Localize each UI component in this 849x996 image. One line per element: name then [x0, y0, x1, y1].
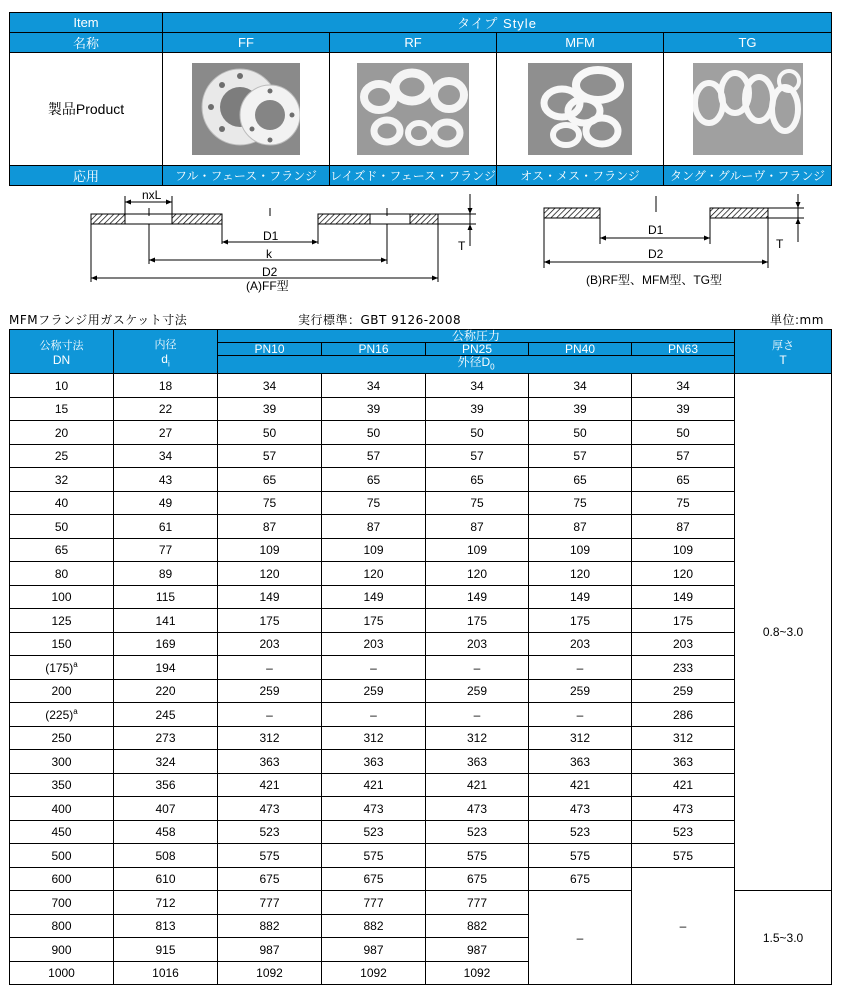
table-row [10, 444, 832, 468]
outer-diameter-cell: 87 [322, 515, 426, 539]
dn-cell: 32 [10, 468, 114, 492]
outer-diameter-cell: 987 [218, 938, 322, 962]
product-photo-tg [664, 53, 832, 166]
product-photo-rf [330, 53, 497, 166]
outer-diameter-cell: 87 [426, 515, 529, 539]
ff-t-label: T [458, 239, 466, 253]
outer-diameter-cell: 175 [426, 609, 529, 633]
product-label: 製品Product [10, 53, 163, 166]
dn-cell: 800 [10, 914, 114, 938]
di-cell: 220 [114, 679, 218, 703]
outer-diameter-cell: 39 [218, 397, 322, 421]
rf-d2-label: D2 [648, 247, 664, 261]
outer-diameter-cell: 286 [632, 703, 735, 727]
outer-diameter-cell: 363 [529, 750, 632, 774]
outer-diameter-cell: 34 [218, 374, 322, 398]
di-cell: 245 [114, 703, 218, 727]
table-row [10, 397, 832, 421]
dn-header: 公称寸法 DN [10, 330, 114, 374]
outer-diameter-cell: 109 [218, 538, 322, 562]
outer-diameter-cell: 34 [322, 374, 426, 398]
ff-k-label: k [266, 247, 272, 261]
dn-cell: 15 [10, 397, 114, 421]
dn-cell: 600 [10, 867, 114, 891]
outer-diameter-cell: – [322, 656, 426, 680]
usage-rf: レイズド・フェース・フランジ [330, 166, 497, 186]
outer-diameter-cell: 421 [322, 773, 426, 797]
outer-diameter-cell: 34 [426, 374, 529, 398]
table-row [10, 703, 832, 727]
di-cell: 22 [114, 397, 218, 421]
outer-diameter-cell: 1092 [322, 961, 426, 985]
pn63-merged-dash: – [632, 867, 735, 985]
dn-cell: 50 [10, 515, 114, 539]
pressure-pn16: PN16 [322, 343, 426, 356]
outer-diameter-cell: 57 [426, 444, 529, 468]
outer-diameter-cell: 363 [426, 750, 529, 774]
type-ff: FF [163, 33, 330, 53]
di-cell: 141 [114, 609, 218, 633]
outer-diameter-cell: 523 [218, 820, 322, 844]
outer-diameter-cell: 120 [426, 562, 529, 586]
outer-diameter-cell: – [218, 656, 322, 680]
usage-ff: フル・フェース・フランジ [163, 166, 330, 186]
dn-cell: 300 [10, 750, 114, 774]
outer-diameter-cell: 312 [632, 726, 735, 750]
outer-diameter-cell: 421 [218, 773, 322, 797]
outer-diameter-cell: 203 [322, 632, 426, 656]
di-cell: 356 [114, 773, 218, 797]
ff-diagram [0, 186, 500, 296]
dn-cell: 200 [10, 679, 114, 703]
outer-diameter-cell: 575 [322, 844, 426, 868]
di-cell: 610 [114, 867, 218, 891]
dn-cell: 100 [10, 585, 114, 609]
dn-cell: 10 [10, 374, 114, 398]
outer-diameter-cell: 363 [322, 750, 426, 774]
table-row [10, 867, 832, 891]
outer-diameter-cell: 75 [529, 491, 632, 515]
outer-diameter-cell: 473 [632, 797, 735, 821]
table-row [10, 562, 832, 586]
outer-diameter-cell: 421 [529, 773, 632, 797]
outer-diameter-cell: 1092 [426, 961, 529, 985]
table-row [10, 585, 832, 609]
pressure-pn10: PN10 [218, 343, 322, 356]
usage-header: 応用 [10, 166, 163, 186]
outer-diameter-cell: 50 [218, 421, 322, 445]
outer-diameter-cell: 50 [426, 421, 529, 445]
outer-diameter-cell: 175 [322, 609, 426, 633]
outer-diameter-cell: 87 [529, 515, 632, 539]
outer-diameter-cell: 109 [426, 538, 529, 562]
dn-cell: 20 [10, 421, 114, 445]
di-cell: 813 [114, 914, 218, 938]
outer-diameter-cell: 259 [218, 679, 322, 703]
outer-diameter-cell: 50 [632, 421, 735, 445]
table-title: MFMフランジ用ガスケット寸法 [9, 313, 188, 327]
outer-diameter-cell: – [322, 703, 426, 727]
table-standard: 実行標準：GBT 9126-2008 [298, 313, 462, 327]
table-body [10, 374, 832, 985]
type-rf: RF [330, 33, 497, 53]
outer-diameter-cell: 675 [529, 867, 632, 891]
outer-diameter-cell: 259 [322, 679, 426, 703]
outer-diameter-cell: 65 [529, 468, 632, 492]
dn-cell: 65 [10, 538, 114, 562]
outer-diameter-cell: 50 [529, 421, 632, 445]
outer-diameter-cell: 575 [632, 844, 735, 868]
outer-diameter-cell: 75 [426, 491, 529, 515]
outer-diameter-cell: 523 [632, 820, 735, 844]
dn-cell: $(175)^a$ [10, 656, 114, 680]
outer-diameter-cell: 675 [426, 867, 529, 891]
table-row [10, 421, 832, 445]
table-row [10, 750, 832, 774]
outer-diameter-cell: – [529, 656, 632, 680]
dn-cell: 125 [10, 609, 114, 633]
outer-diameter-cell: 149 [426, 585, 529, 609]
di-cell: 169 [114, 632, 218, 656]
table-row [10, 797, 832, 821]
dn-cell: 350 [10, 773, 114, 797]
dn-cell: 1000 [10, 961, 114, 985]
outer-diameter-cell: 175 [529, 609, 632, 633]
outer-diameter-cell: 203 [529, 632, 632, 656]
table-row [10, 726, 832, 750]
dn-cell: 500 [10, 844, 114, 868]
outer-diameter-cell: 75 [218, 491, 322, 515]
di-cell: 89 [114, 562, 218, 586]
outer-diameter-cell: 65 [632, 468, 735, 492]
thickness-range-b: 1.5~3.0 [735, 891, 832, 985]
product-photo-ff [163, 53, 330, 166]
dn-cell: 80 [10, 562, 114, 586]
dn-cell: 700 [10, 891, 114, 915]
outer-diameter-cell: 882 [426, 914, 529, 938]
pn40-merged-dash: – [529, 891, 632, 985]
di-cell: 77 [114, 538, 218, 562]
type-mfm: MFM [497, 33, 664, 53]
dn-cell: 250 [10, 726, 114, 750]
outer-diameter-cell: 987 [322, 938, 426, 962]
outer-diameter-cell: 473 [426, 797, 529, 821]
outer-diameter-cell: 109 [632, 538, 735, 562]
product-photo-mfm [497, 53, 664, 166]
outer-diameter-cell: 363 [632, 750, 735, 774]
di-header: 内径 $d_i$ [114, 330, 218, 374]
outer-diameter-cell: 65 [322, 468, 426, 492]
thickness-header: 厚さ T [735, 330, 832, 374]
outer-diameter-cell: 882 [322, 914, 426, 938]
pressure-pn63: PN63 [632, 343, 735, 356]
outer-diameter-cell: 39 [529, 397, 632, 421]
pressure-header: 公称圧力 [218, 330, 735, 343]
rf-d1-label: D1 [648, 223, 664, 237]
rf-caption: (B)RF型、MFM型、TG型 [586, 273, 722, 287]
outer-diameter-cell: 57 [322, 444, 426, 468]
table-row [10, 491, 832, 515]
outer-diameter-cell: 120 [322, 562, 426, 586]
outer-diameter-cell: 523 [426, 820, 529, 844]
outer-diameter-cell: 57 [529, 444, 632, 468]
outer-diameter-cell: 39 [632, 397, 735, 421]
di-cell: 407 [114, 797, 218, 821]
outer-diameter-cell: 120 [529, 562, 632, 586]
dn-cell: 150 [10, 632, 114, 656]
di-cell: 49 [114, 491, 218, 515]
outer-diameter-cell: 120 [632, 562, 735, 586]
table-row [10, 820, 832, 844]
outer-diameter-cell: 1092 [218, 961, 322, 985]
dn-cell: 25 [10, 444, 114, 468]
outer-diameter-cell: 473 [218, 797, 322, 821]
gasket-dimension-table [9, 329, 832, 985]
outer-diameter-cell: 149 [322, 585, 426, 609]
outer-diameter-cell: 120 [218, 562, 322, 586]
outer-diameter-cell: – [218, 703, 322, 727]
table-row [10, 844, 832, 868]
outer-diameter-cell: 575 [218, 844, 322, 868]
outer-diameter-cell: 65 [426, 468, 529, 492]
outer-diameter-cell: 312 [529, 726, 632, 750]
di-cell: 273 [114, 726, 218, 750]
outer-diameter-cell: 39 [426, 397, 529, 421]
di-cell: 61 [114, 515, 218, 539]
outer-diameter-cell: 50 [322, 421, 426, 445]
di-cell: 194 [114, 656, 218, 680]
outer-diameter-cell: 987 [426, 938, 529, 962]
di-cell: 115 [114, 585, 218, 609]
rf-diagram [520, 186, 840, 292]
di-cell: 508 [114, 844, 218, 868]
outer-diameter-cell: – [529, 703, 632, 727]
outer-diameter-cell: 34 [529, 374, 632, 398]
outer-diameter-cell: 523 [529, 820, 632, 844]
outer-diameter-cell: 675 [218, 867, 322, 891]
ff-caption: (A)FF型 [246, 279, 289, 293]
type-tg: TG [664, 33, 832, 53]
di-cell: 34 [114, 444, 218, 468]
name-header: 名称 [10, 33, 163, 53]
table-row [10, 468, 832, 492]
di-cell: 27 [114, 421, 218, 445]
dn-cell: 40 [10, 491, 114, 515]
outer-diameter-cell: 575 [529, 844, 632, 868]
outer-diameter-cell: 233 [632, 656, 735, 680]
di-cell: 1016 [114, 961, 218, 985]
table-row [10, 773, 832, 797]
outer-diameter-cell: 777 [322, 891, 426, 915]
outer-diameter-cell: 421 [426, 773, 529, 797]
outer-diameter-cell: – [426, 656, 529, 680]
table-row [10, 656, 832, 680]
outer-diameter-cell: 149 [218, 585, 322, 609]
outer-diameter-cell: 473 [322, 797, 426, 821]
dn-cell: $(225)^a$ [10, 703, 114, 727]
outer-diameter-header: 外径$D_0$ [218, 356, 735, 374]
di-cell: 324 [114, 750, 218, 774]
outer-diameter-cell: 109 [322, 538, 426, 562]
outer-diameter-cell: 203 [218, 632, 322, 656]
outer-diameter-cell: – [426, 703, 529, 727]
outer-diameter-cell: 175 [632, 609, 735, 633]
item-header: Item [10, 13, 163, 33]
table-row [10, 679, 832, 703]
pressure-pn25: PN25 [426, 343, 529, 356]
usage-tg: タング・グルーヴ・フランジ [664, 166, 832, 186]
outer-diameter-cell: 259 [632, 679, 735, 703]
outer-diameter-cell: 421 [632, 773, 735, 797]
outer-diameter-cell: 312 [322, 726, 426, 750]
usage-mfm: オス・メス・フランジ [497, 166, 664, 186]
rf-t-label: T [776, 237, 784, 251]
dn-cell: 400 [10, 797, 114, 821]
ff-nxl-label: nxL [142, 188, 162, 202]
outer-diameter-cell: 473 [529, 797, 632, 821]
outer-diameter-cell: 57 [218, 444, 322, 468]
outer-diameter-cell: 39 [322, 397, 426, 421]
ff-d1-label: D1 [263, 229, 279, 243]
outer-diameter-cell: 65 [218, 468, 322, 492]
table-row [10, 374, 832, 398]
di-cell: 915 [114, 938, 218, 962]
table-row [10, 632, 832, 656]
footnote-mark: a [73, 707, 78, 717]
outer-diameter-cell: 109 [529, 538, 632, 562]
outer-diameter-cell: 75 [322, 491, 426, 515]
ff-d2-label: D2 [262, 265, 278, 279]
di-cell: 458 [114, 820, 218, 844]
table-row [10, 515, 832, 539]
outer-diameter-cell: 777 [426, 891, 529, 915]
table-unit: 単位:mm [770, 313, 824, 327]
outer-diameter-cell: 363 [218, 750, 322, 774]
outer-diameter-cell: 75 [632, 491, 735, 515]
outer-diameter-cell: 312 [218, 726, 322, 750]
outer-diameter-cell: 777 [218, 891, 322, 915]
outer-diameter-cell: 259 [529, 679, 632, 703]
outer-diameter-cell: 87 [632, 515, 735, 539]
outer-diameter-cell: 34 [632, 374, 735, 398]
footnote-mark: a [73, 660, 78, 670]
di-cell: 712 [114, 891, 218, 915]
outer-diameter-cell: 203 [426, 632, 529, 656]
outer-diameter-cell: 675 [322, 867, 426, 891]
dn-cell: 900 [10, 938, 114, 962]
thickness-range-a: 0.8~3.0 [735, 374, 832, 891]
outer-diameter-cell: 203 [632, 632, 735, 656]
pressure-pn40: PN40 [529, 343, 632, 356]
outer-diameter-cell: 149 [529, 585, 632, 609]
outer-diameter-cell: 259 [426, 679, 529, 703]
outer-diameter-cell: 57 [632, 444, 735, 468]
di-cell: 18 [114, 374, 218, 398]
di-cell: 43 [114, 468, 218, 492]
outer-diameter-cell: 575 [426, 844, 529, 868]
style-table [9, 12, 832, 186]
outer-diameter-cell: 175 [218, 609, 322, 633]
table-row [10, 538, 832, 562]
outer-diameter-cell: 523 [322, 820, 426, 844]
style-header: タイプ Style [163, 13, 832, 33]
outer-diameter-cell: 882 [218, 914, 322, 938]
outer-diameter-cell: 312 [426, 726, 529, 750]
table-row [10, 609, 832, 633]
outer-diameter-cell: 149 [632, 585, 735, 609]
outer-diameter-cell: 87 [218, 515, 322, 539]
dn-cell: 450 [10, 820, 114, 844]
